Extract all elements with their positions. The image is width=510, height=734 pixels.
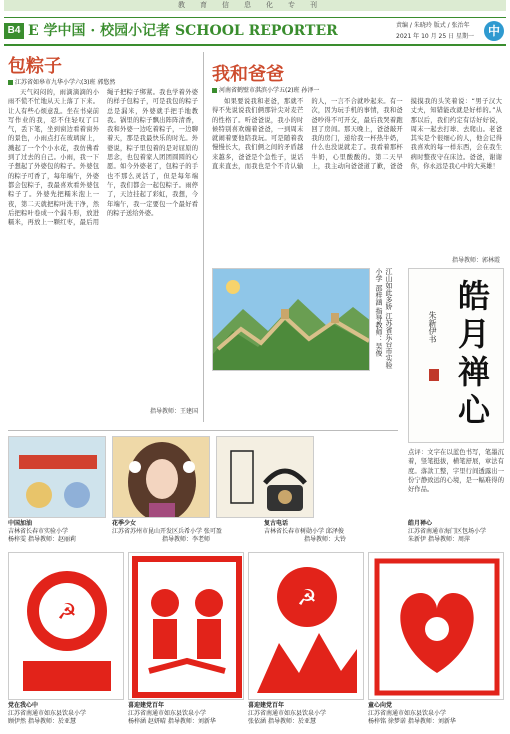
header-stripe-text: 教育信息化专刊 [178,1,332,9]
caption-school: 江苏省苏州市昆山开发区兵希小学 张可盈 [112,528,222,535]
papercut-illustration [9,553,124,700]
caption-school: 江苏省南通市如东县饮泉小学 [248,710,327,717]
artwork-flower-girl [112,436,210,518]
child-body [153,619,177,659]
article1-byline [8,77,115,86]
article1-title: 包粽子 [8,56,62,77]
caption-teacher: 指导教师：李老师 [162,536,211,543]
phone-dial [278,490,292,504]
papercut-centenary [248,552,364,700]
column-divider [203,52,204,422]
figure [26,482,52,508]
caption-student: 杨梓铭 徐梦诺 [368,718,406,725]
editors: 责编 / 朱晓玲 版式 / 张治年 [396,22,470,29]
papercut-base [23,661,111,691]
caption-calligraphy [408,520,486,544]
artwork-retro-phone [216,436,314,518]
hammer-sickle-icon: ☭ [57,600,77,625]
issue-date: 2021 年 10 月 25 日 星期一 [396,33,474,40]
caption-title: 童心向党 [368,702,393,709]
square-bullet-icon [212,88,217,93]
caption-title: 党在我心中 [8,702,39,709]
flower-icon [183,461,195,473]
flower-girl-illustration [113,437,210,518]
section-title: E 学中国 · 校园小记者 SCHOOL REPORTER [28,23,338,39]
caption-school: 吉林省长春市树勋小学 邱泽俊 [264,528,344,535]
caption-china-cheer [8,520,76,544]
caption-title: 花季少女 [112,520,137,527]
caption-teacher: 指导教师：赵丽莉 [27,536,76,543]
painting-great-wall [212,268,370,371]
caption-title: 喜迎建党百年 [128,702,165,709]
square-bullet-icon [8,80,13,85]
watchtower [331,313,339,323]
caption-retro-phone [264,520,346,544]
caption-papercut-4 [368,702,456,726]
hammer-sickle-icon: ☭ [297,586,317,611]
seal-stamp [429,369,439,381]
retro-phone-illustration [217,437,314,518]
caption-school: 吉林省长春市实验小学 [8,528,69,535]
artwork-china-cheer [8,436,106,518]
caption-student: 张依涵 [248,718,267,725]
caption-student: 朱新伊 [408,536,427,543]
paper-logo-icon: 中 [484,21,504,41]
papercut-illustration [129,553,244,700]
caption-student: 杨梓雯 [8,536,27,543]
article2-body: 如果要说我和老爸，那就不得不先说说我们俩那针尖对麦芒的性格了。听爸爸说，我小的时候特别喜欢缠着爸爸，一到周末就闹着要他陪我玩。可是随着我慢慢长大，我们俩之间的矛盾越来越多，爸爸是个急性子，说话直来直去，而我也是个不肯认输的人，一言不合就吵起来。有一次，因为玩手机的事情，我和爸爸吵得不可开交，最后我哭着跑回了房间。那天晚上，爸爸敲开我的房门，递给我一杯热牛奶，什么也没说就走了。我看着那杯牛奶，心里酸酸的。第二天早上，我主动向爸爸道了歉，爸爸摸摸我的头笑着说：“男子汉大丈夫，知错能改就是好样的。”从那以后，我们约定有话好好说，周末一起去打球、去爬山。老爸其实是个很细心的人，他会记得我喜欢的每一样东西，会在我生病时整夜守在床边。爸爸，谢谢你，你永远是我心中的大英雄！ [212,98,502,171]
calligraphy-note: 点评：文字在以蓝色书写，笔墨沉着，竖笔挺拔，横笔舒展，章法有度。落款工整，字里行间透露出一份宁静致远的心境，是一幅难得的好作品。 [408,449,504,494]
calligraphy-chars: 皓月禅心 [453,279,491,431]
header-rule-bottom [4,44,506,46]
caption-student: 顾伊然 [8,718,27,725]
caption-teacher: 指导教师：於亚慧 [267,718,316,725]
papercut-heart-party [368,552,504,700]
caption-papercut-1 [8,702,86,726]
sun-icon [226,280,240,294]
article2-teacher: 指导教师：郭林霞 [452,257,501,264]
page-number: B4 [4,23,24,39]
calligraphy-box [408,268,504,443]
header-rule [4,17,506,18]
article1-body: 天气闷闷的，雨滴滴滴的小雨不慌不忙地从天上落了下来。让人有些心烦意乱。坐在书桌前写作业的我，忍不住轻叹了口气，丢下笔，坐到窗边看着窗外的景色，小雨点打在玻璃窗上，溅起了一个个小水花，我仿佛看到了过去的自己。小雨，我一下子想起了外婆包的粽子。外婆包的粽子可香了，每年端午，外婆都会包粽子，我最喜欢看外婆包粽子了。外婆先把糯米泡上一夜，第二天就把粽叶洗干净，然后把粽叶卷成一个漏斗形，放进糯米，再放上一颗红枣，最后用绳子把粽子绑紧。我也学着外婆的样子包粽子，可是我包的粽子总是漏米，外婆就手把手地教我。锅里的粽子飘出阵阵清香，我和外婆一边吃着粽子，一边聊着天，那是我最快乐的时光。外婆说，粽子里包着的是对屈原的思念，也包着家人团团圆圆的心愿。如今外婆老了，包粽子的手也不那么灵活了，但是每年端午，我们都会一起包粽子。雨停了，天边挂起了彩虹，我想，今年端午，我一定要包一个最好看的粽子送给外婆。 [8,89,198,227]
caption-title: 中国加油 [8,520,33,527]
article1-byline-text: 江苏省如皋市九华小学六(3)班 郭悠然 [15,79,116,86]
painting-wall-caption: 江山如此多娇 江苏省东台市实验小学 邵梓涵 指导教师：吴俊 [375,268,393,369]
papercut-illustration [249,553,364,700]
caption-student: 杨梓涵 赵妍晴 [128,718,166,725]
face [146,459,178,499]
row-divider [8,430,398,431]
papercut-party-heart [8,552,124,700]
caption-title: 喜迎建党百年 [248,702,285,709]
great-wall-illustration [213,269,370,371]
banner [19,455,97,469]
article2-byline [212,85,319,94]
header-stripe [4,0,506,11]
caption-flower-girl [112,520,222,544]
article2-title: 我和爸爸 [212,64,284,85]
child-head [195,589,223,617]
caption-title: 复古电话 [264,520,289,527]
article2-byline-text: 河南省鹤壁市淇滨小学五(2)班 孙泽一 [219,87,320,94]
calligraphy-signature: 朱新伊书 [428,311,437,343]
caption-school: 江苏省南通市如东县饮泉小学 [8,710,87,717]
watchtower [281,309,289,319]
flower-icon [129,461,141,473]
china-cheer-illustration [9,437,106,518]
caption-teacher: 指导教师：周萍 [427,536,470,543]
caption-papercut-2 [128,702,216,726]
child-head [151,589,179,617]
dress [149,503,175,518]
papercut-children [128,552,244,700]
article1-teacher: 指导教师：王建国 [150,408,199,415]
caption-title: 皓月禅心 [408,520,433,527]
caption-teacher: 指导教师：於亚慧 [27,718,76,725]
caption-teacher: 指导教师：刘新华 [167,718,216,725]
caption-school: 江苏省南通市海门区包场小学 [408,528,487,535]
figure [64,482,90,508]
caption-school: 江苏省南通市如东县饮泉小学 [368,710,447,717]
child-body [197,619,221,659]
caption-papercut-3 [248,702,326,726]
caption-teacher: 指导教师：刘新华 [407,718,456,725]
caption-school: 江苏省南通市如东县饮泉小学 [128,710,207,717]
caption-teacher: 指导教师：大铃 [304,536,347,543]
papercut-illustration [369,553,504,700]
